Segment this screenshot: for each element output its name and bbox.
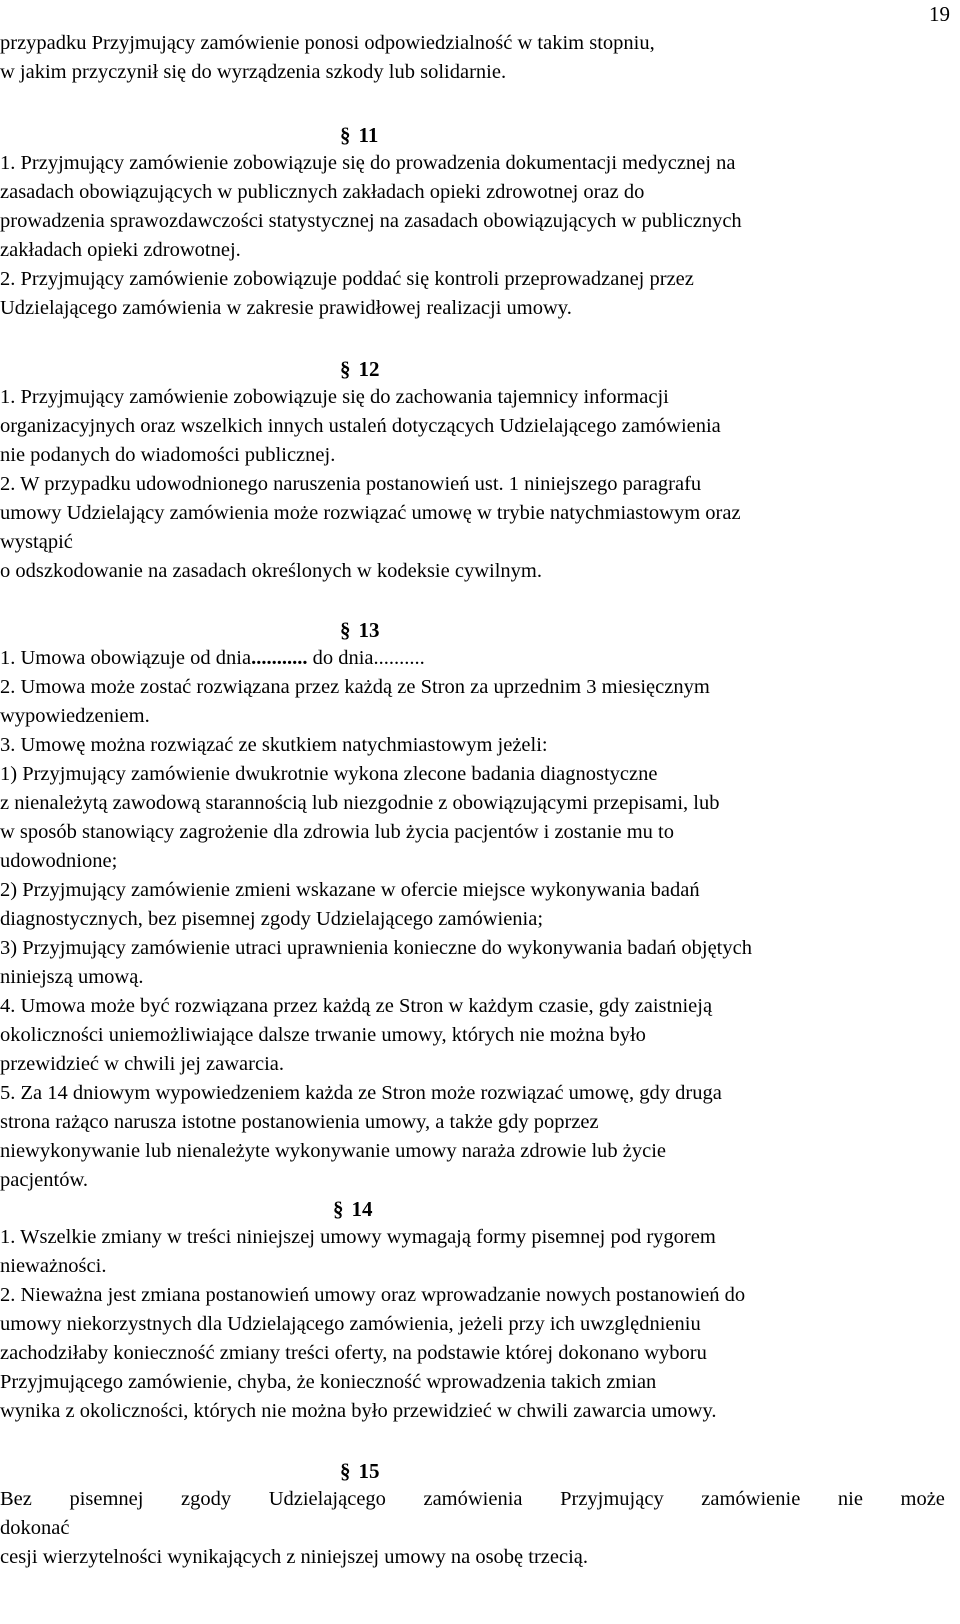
section-mark: §: [333, 1197, 344, 1221]
text-line: dokonać: [0, 1517, 70, 1539]
text-line: z nienależytą zawodową starannością lub niezgodnie z obowiązującymi przepisami, lub: [0, 792, 720, 814]
text-line: prowadzenia sprawozdawczości statystycznej na zasadach obowiązujących w publicznych: [0, 210, 742, 232]
text-line: 1. Przyjmujący zamówienie zobowiązuje się do prowadzenia dokumentacji medycznej na: [0, 152, 736, 174]
contract-dates-line: 1. Umowa obowiązuje od dnia........... do dnia..........: [0, 647, 425, 669]
text-line: 3) Przyjmujący zamówienie utraci uprawnienia konieczne do wykonywania badań objętych: [0, 937, 752, 959]
text-line: umowy Udzielający zamówienia może rozwiązać umowę w trybie natychmiastowym oraz: [0, 502, 741, 524]
section-heading-15: [340, 1458, 380, 1484]
text-line: strona rażąco narusza istotne postanowienia umowy, a także gdy poprzez: [0, 1111, 599, 1133]
text-line: wystąpić: [0, 531, 73, 553]
text-line: w sposób stanowiący zagrożenie dla zdrowia lub życia pacjentów i zostanie mu to: [0, 821, 674, 843]
text-line: 1. Przyjmujący zamówienie zobowiązuje się do zachowania tajemnicy informacji: [0, 386, 669, 408]
text-line: cesji wierzytelności wynikających z niniejszej umowy na osobę trzecią.: [0, 1546, 589, 1568]
text-line: nie podanych do wiadomości publicznej.: [0, 444, 336, 466]
text-line: okoliczności uniemożliwiające dalsze trwanie umowy, których nie można było: [0, 1024, 646, 1046]
text-line: pacjentów.: [0, 1169, 89, 1191]
text-line: Udzielającego zamówienia w zakresie prawidłowej realizacji umowy.: [0, 297, 572, 319]
text-line: 2. Umowa może zostać rozwiązana przez każdą ze Stron za uprzednim 3 miesięcznym: [0, 676, 710, 698]
text-line: wynika z okoliczności, których nie można było przewidzieć w chwili zawarcia umowy.: [0, 1400, 717, 1422]
text-line: 1) Przyjmujący zamówienie dwukrotnie wykona zlecone badania diagnostyczne: [0, 763, 658, 785]
page-number: 19: [929, 2, 950, 26]
section-number: 12: [358, 357, 380, 381]
text-line: 4. Umowa może być rozwiązana przez każdą ze Stron w każdym czasie, gdy zaistnieją: [0, 995, 713, 1017]
text-line: 2. Nieważna jest zmiana postanowień umowy oraz wprowadzanie nowych postanowień do: [0, 1284, 746, 1306]
text-line: 2. W przypadku udowodnionego naruszenia postanowień ust. 1 niniejszego paragrafu: [0, 473, 702, 495]
section-heading-14: [333, 1196, 373, 1222]
text-line: 3. Umowę można rozwiązać ze skutkiem natychmiastowym jeżeli:: [0, 734, 548, 756]
text-line: 2) Przyjmujący zamówienie zmieni wskazane w ofercie miejsce wykonywania badań: [0, 879, 700, 901]
section-heading-13: [340, 617, 380, 643]
section-mark: §: [340, 618, 351, 642]
text-line: diagnostycznych, bez pisemnej zgody Udzielającego zamówienia;: [0, 908, 544, 930]
text-line: zasadach obowiązujących w publicznych zakładach opieki zdrowotnej oraz do: [0, 181, 645, 203]
section-mark: §: [340, 123, 351, 147]
text-line: umowy niekorzystnych dla Udzielającego zamówienia, jeżeli przy ich uwzględnieniu: [0, 1313, 701, 1335]
section-number: 15: [358, 1459, 380, 1483]
section-mark: §: [340, 357, 351, 381]
section-mark: §: [340, 1459, 351, 1483]
text-line: 2. Przyjmujący zamówienie zobowiązuje poddać się kontroli przeprowadzanej przez: [0, 268, 694, 290]
section-number: 11: [358, 123, 379, 147]
text-line: zakładach opieki zdrowotnej.: [0, 239, 241, 261]
justified-line: Bez pisemnej zgody Udzielającego zamówienia Przyjmujący zamówienie nie może: [0, 1488, 945, 1510]
section-number: 14: [351, 1197, 373, 1221]
text-line: przypadku Przyjmujący zamówienie ponosi odpowiedzialność w takim stopniu,: [0, 32, 655, 54]
text-line: wypowiedzeniem.: [0, 705, 150, 727]
text-line: nieważności.: [0, 1255, 107, 1277]
text-line: 5. Za 14 dniowym wypowiedzeniem każda ze Stron może rozwiązać umowę, gdy druga: [0, 1082, 722, 1104]
text-line: w jakim przyczynił się do wyrządzenia szkody lub solidarnie.: [0, 61, 507, 83]
text-line: Przyjmującego zamówienie, chyba, że konieczność wprowadzenia takich zmian: [0, 1371, 657, 1393]
text-line: niewykonywanie lub nienależyte wykonywanie umowy naraża zdrowie lub życie: [0, 1140, 667, 1162]
text-line: udowodnione;: [0, 850, 118, 872]
section-heading-12: [340, 356, 380, 382]
text-line: zachodziłaby konieczność zmiany treści oferty, na podstawie której dokonano wyboru: [0, 1342, 707, 1364]
section-number: 13: [358, 618, 380, 642]
text-line: przewidzieć w chwili jej zawarcia.: [0, 1053, 284, 1075]
section-heading-11: [340, 122, 378, 148]
text-line: organizacyjnych oraz wszelkich innych ustaleń dotyczących Udzielającego zamówienia: [0, 415, 721, 437]
text-line: 1. Wszelkie zmiany w treści niniejszej umowy wymagają formy pisemnej pod rygorem: [0, 1226, 716, 1248]
text-line: o odszkodowanie na zasadach określonych w kodeksie cywilnym.: [0, 560, 542, 582]
text-line: niniejszą umową.: [0, 966, 144, 988]
